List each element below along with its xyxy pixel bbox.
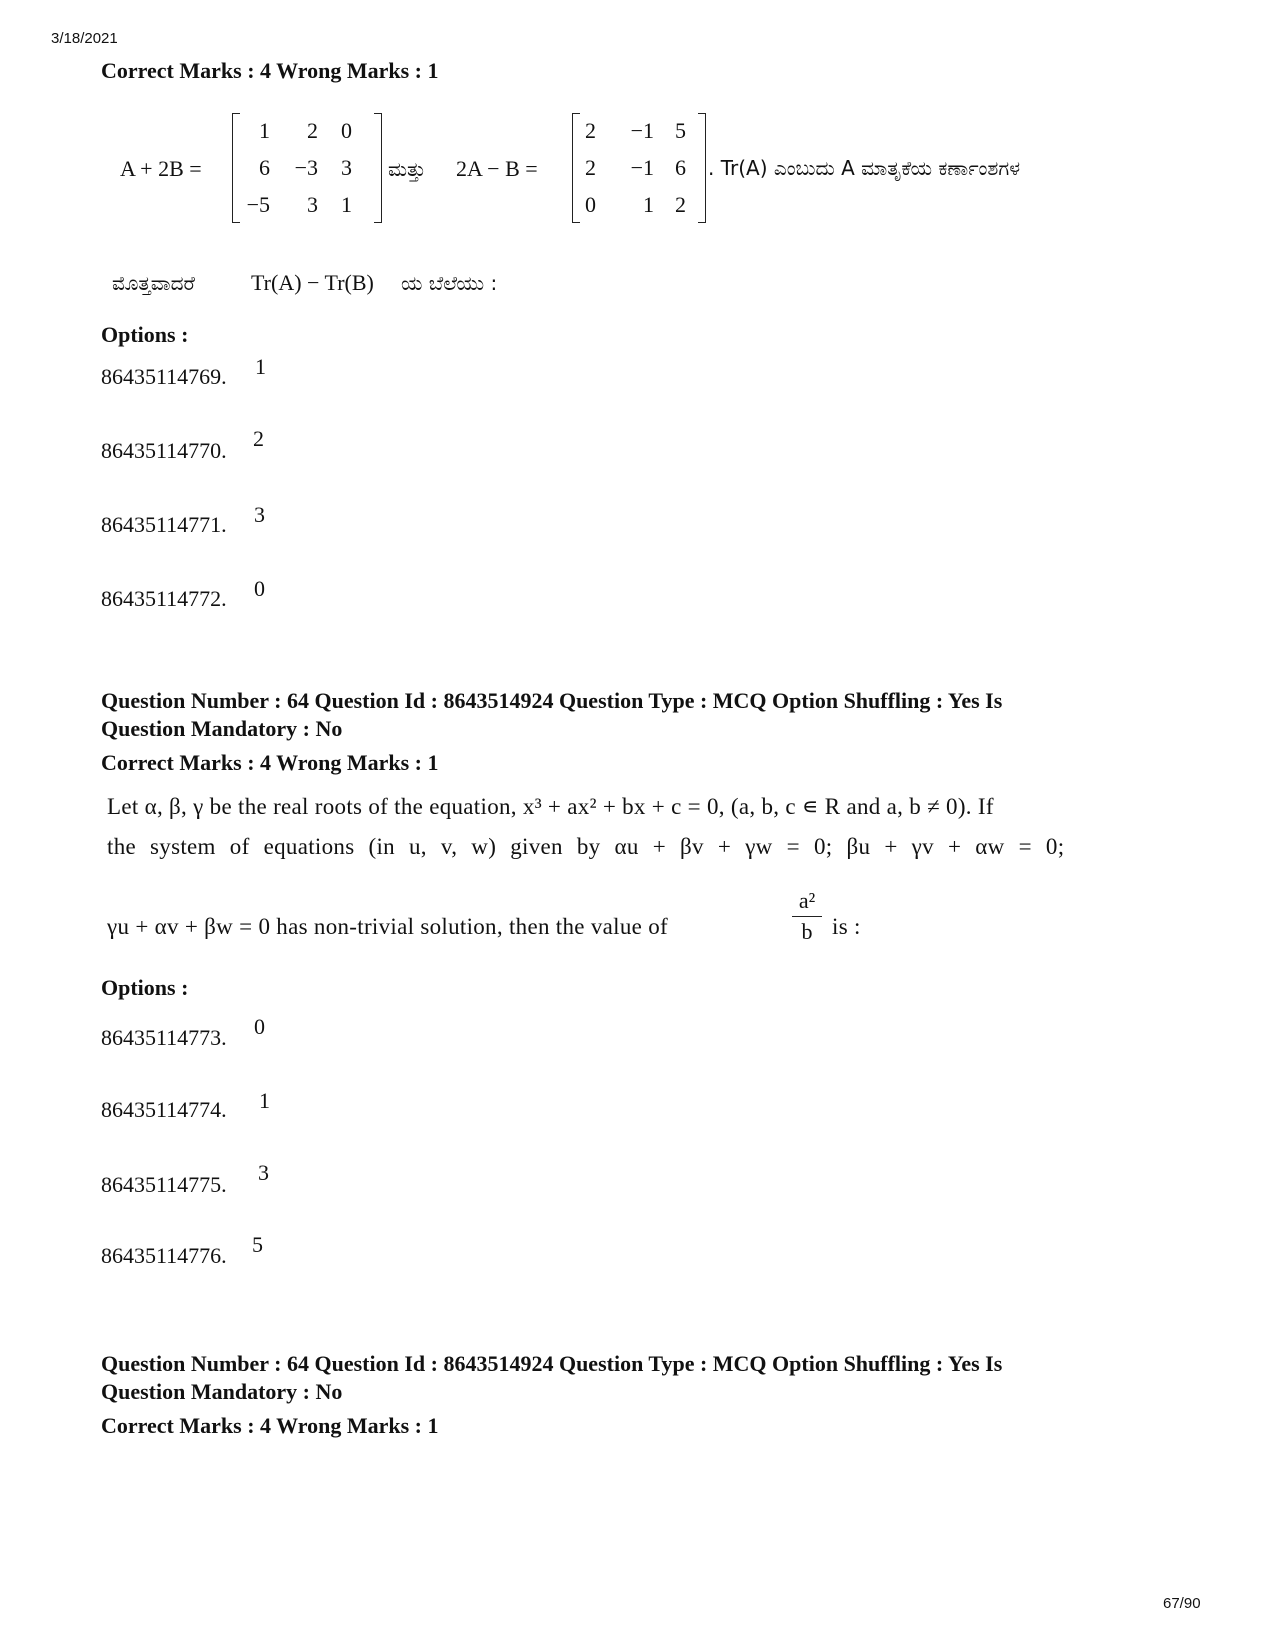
q63-line2-math: Tr(A) − Tr(B) — [251, 270, 374, 295]
q64-header-line1: Question Number : 64 Question Id : 8643514924 Question Type : MCQ Option Shuffling : Yes Is — [101, 688, 1003, 713]
q64-marks: Correct Marks : 4 Wrong Marks : 1 — [101, 750, 439, 775]
q64-option-id: 86435114776. — [101, 1243, 227, 1268]
q64-option-value: 1 — [259, 1088, 270, 1113]
matrix1-cell: 2 — [307, 118, 318, 143]
q64-option-value: 5 — [252, 1232, 263, 1257]
q63-marks: Correct Marks : 4 Wrong Marks : 1 — [101, 58, 439, 83]
matrix1-cell: 3 — [341, 155, 352, 180]
matrix1-cell: 1 — [341, 192, 352, 217]
matrix1-cell: 1 — [259, 118, 270, 143]
q64-header-line2: Question Mandatory : No — [101, 716, 343, 741]
q63-option-value: 1 — [255, 354, 266, 379]
q64-text-end: is : — [832, 914, 861, 939]
q64-option-id: 86435114775. — [101, 1172, 227, 1197]
matrix2-cell: 5 — [675, 118, 686, 143]
q63-option-id: 86435114770. — [101, 438, 227, 463]
matrix1-right-bracket — [374, 113, 382, 223]
q63-option-value: 3 — [254, 502, 265, 527]
print-date: 3/18/2021 — [51, 30, 118, 47]
q64-option-value: 3 — [258, 1160, 269, 1185]
q63-line2-kannada-end: ಯ ಬೆಲೆಯು : — [401, 271, 498, 295]
q63-option-value: 2 — [253, 426, 264, 451]
matrix2-cell: −1 — [630, 118, 654, 143]
q63-tail-text: . Tr(A) ಎಂಬುದು A ಮಾತೃಕೆಯ ಕರ್ಣಾಂಶಗಳ — [708, 156, 1021, 180]
matrix2-cell: 2 — [675, 192, 686, 217]
q64-text-line3: γu + αv + βw = 0 has non-trivial solution, then the value of — [107, 914, 668, 939]
matrix1-cell: −3 — [294, 155, 318, 180]
matrix1-cell: −5 — [246, 192, 270, 217]
matrix2-right-bracket — [698, 113, 706, 223]
q63-line2-kannada: ಮೊತ್ತವಾದರೆ — [112, 271, 195, 295]
q64-option-id: 86435114773. — [101, 1025, 227, 1050]
q65-marks: Correct Marks : 4 Wrong Marks : 1 — [101, 1413, 439, 1438]
q64-option-value: 0 — [254, 1014, 265, 1039]
fraction-bar — [792, 916, 822, 917]
matrix2-cell: 2 — [585, 118, 596, 143]
matrix1-cell: 3 — [307, 192, 318, 217]
q63-option-id: 86435114769. — [101, 364, 227, 389]
fraction-denominator: b — [801, 919, 813, 944]
matrix2-cell: 0 — [585, 192, 596, 217]
matrix1-left-bracket — [232, 113, 240, 223]
q63-option-id: 86435114771. — [101, 512, 227, 537]
q64-options-label: Options : — [101, 975, 189, 1000]
q64-text-line2: the system of equations (in u, v, w) given by αu + βv + γw = 0; βu + γv + αw = 0; — [107, 834, 1065, 859]
matrix2-cell: 1 — [643, 192, 654, 217]
q64-text-line1: Let α, β, γ be the real roots of the equation, x³ + ax² + bx + c = 0, (a, b, c ∊ R and a, b ≠ 0). If — [107, 794, 994, 819]
q63-options-label: Options : — [101, 322, 189, 347]
q63-option-id: 86435114772. — [101, 586, 227, 611]
q64-fraction — [787, 888, 827, 945]
matrix2-cell: −1 — [630, 155, 654, 180]
matrix1-cell: 0 — [341, 118, 352, 143]
page-number: 67/90 — [1163, 1595, 1201, 1612]
q63-conjunction: ಮತ್ತು — [388, 157, 426, 181]
q63-matrix1 — [232, 113, 382, 225]
q63-matrix2 — [572, 113, 706, 225]
matrix2-cell: 2 — [585, 155, 596, 180]
matrix1-cell: 6 — [259, 155, 270, 180]
q63-lhs1: A + 2B = — [120, 156, 202, 181]
q65-header-line1: Question Number : 64 Question Id : 8643514924 Question Type : MCQ Option Shuffling : Yes Is — [101, 1351, 1003, 1376]
q64-option-id: 86435114774. — [101, 1097, 227, 1122]
q63-option-value: 0 — [254, 576, 265, 601]
q65-header-line2: Question Mandatory : No — [101, 1379, 343, 1404]
matrix2-cell: 6 — [675, 155, 686, 180]
q63-lhs2: 2A − B = — [456, 156, 538, 181]
fraction-numerator: a² — [798, 888, 816, 913]
